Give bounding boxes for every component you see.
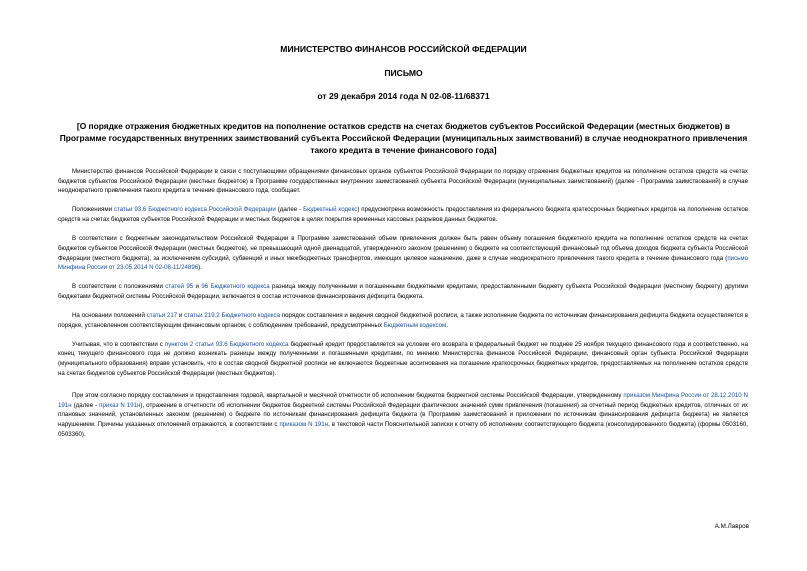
link-order-191n[interactable]: приказ N 191н <box>99 401 141 409</box>
paragraph-text: , в текстовой части Пояснительной записки к отчету об исполнении соответствующего бюджета (консолидированного бюджета) (формы 0503160, 0503360). <box>58 421 748 438</box>
paragraph-text: ) предусмотрена возможность предоставления из федерального бюджета краткосрочных бюджетных кредитов на пополнение остатков средств на счетах бюджетов субъектов Российской Федерации и местных бюджетов в целях покрытия временных кассовых разрывов данных бюджетов. <box>58 206 748 224</box>
paragraph-text: На основании положений <box>72 311 147 319</box>
paragraph-text: и <box>193 283 202 291</box>
paragraph-5 <box>58 311 748 330</box>
paragraph-text: бюджетный кредит предоставляется на условии его возврата в федеральный бюджет не позднее 25 ноября текущего финансового года и соответственно, на конец текущего финансового года не должно возникать разницы между полученными и погашенными кредитами, по мнению Министерства финансов Российской Федерации, финансовый орган субъекта Российской Федерации (муниципального образования) вправе установить, что в состав сводной бюджетной росписи не включаются бюджетные ассигнования на погашение краткосрочных бюджетных кредитов, предоставляемых на пополнение остатков средств на счетах бюджетов субъектов Российской Федерации (местных бюджетов). <box>58 340 748 377</box>
link-budget-code[interactable]: Бюджетный кодекс <box>303 206 358 214</box>
paragraph-text: Учитывая, что в соответствии с <box>72 340 165 348</box>
paragraph-text: В соответствии с положениями <box>72 283 166 291</box>
link-article-219-2-budget-code[interactable]: статьи 219.2 Бюджетного кодекса <box>184 311 281 319</box>
document-date-number: от 29 декабря 2014 года N 02-08-11/68371 <box>317 91 490 101</box>
paragraph-text: Положениями <box>72 206 114 214</box>
document-type: ПИСЬМО <box>384 68 423 78</box>
paragraph-6 <box>58 340 748 379</box>
link-article-96-budget-code[interactable]: 96 Бюджетного кодекса <box>201 283 270 291</box>
paragraph-text: ), отражение в отчетности об исполнении бюджетов бюджетной системы Российской Федерации фактических значений сумм привлечения (погашения) за отчетный период бюджетных кредитов, отличных от их плановых значений, установленных законом (решением) о бюджете по источникам финансирования дефицита бюджета (в Программе заимствований и приложении по источникам финансирования дефицита бюджета) не является нарушением. Причины указанных отклонений отражаются, в соответствии с <box>58 401 748 429</box>
document-body <box>58 167 748 449</box>
paragraph-text: При этом согласно порядку составления и представления годовой, квартальной и месячной отчетности об исполнении бюджетов бюджетной системы Российской Федерации, утвержденному <box>72 391 624 399</box>
paragraph-text: (далее - <box>275 206 304 214</box>
paragraph-7 <box>58 391 748 440</box>
paragraph-text: и <box>177 311 185 319</box>
paragraph-text: разница между полученными и погашенными бюджетными кредитами, предоставленными бюджету субъекта Российской Федерации (местному бюджету) другими бюджетами бюджетной системы Российской Федерации, включается в состав источников финансирования дефицита бюджета. <box>58 283 749 300</box>
paragraph-text: . <box>446 321 448 329</box>
paragraph-3 <box>58 234 748 273</box>
ministry-heading: МИНИСТЕРСТВО ФИНАНСОВ РОССИЙСКОЙ ФЕДЕРАЦИИ <box>280 44 527 54</box>
paragraph-text: ). <box>198 264 202 272</box>
paragraph-text: (далее - <box>71 401 100 409</box>
paragraph-4 <box>58 282 748 301</box>
link-article-95[interactable]: статей 95 <box>165 283 194 291</box>
link-article-93-6-budget-code[interactable]: статьи 93.6 Бюджетного кодекса Российской Федерации <box>113 206 276 214</box>
link-order-191n[interactable]: приказом N 191н <box>279 421 329 429</box>
paragraph-2 <box>58 205 748 224</box>
link-budget-code[interactable]: Бюджетным кодексом <box>383 321 447 329</box>
link-minfin-letter[interactable]: письмо Минфина России от 23.05.2014 N 02-08-11/24896 <box>58 254 748 272</box>
document-title: [О порядке отражения бюджетных кредитов на пополнение остатков средств на счетах бюджетов субъектов Российской Федерации (местных бюджетов) в Программе государственных внутренних заимствований субъекта Российской Федерации (муниципальных заимствований) в случае неоднократного привлечения такого кредита в течение финансового года] <box>59 121 748 155</box>
paragraph-text: Министерство финансов Российской Федерации в связи с поступающими обращениями финансовых органов субъектов Российской Федерации по порядку отражения бюджетных кредитов на пополнение остатков средств на счетах бюджетов субъектов Российской Федерации (местных бюджетов) в Программе государственных внутренних заимствований субъекта Российской Федерации (муниципальных заимствований) (далее - Программа заимствований) в случае неоднократного привлечения такого кредита в течение финансового года, сообщает. <box>58 168 748 195</box>
link-order-minfin-191n[interactable]: приказом Минфина России от 28.12.2010 N 191н <box>58 391 748 409</box>
paragraph-text: В соответствии с бюджетным законодательством Российской Федерации в Программе заимствований объем привлечения должен быть равен объему погашения бюджетного кредита на пополнение остатков средств на счетах бюджетов субъектов Российской Федерации (местных бюджетов), не превышающий одной двенадцатой, утвержденного законом (решением) о бюджете на соответствующий финансовый год объема доходов бюджета субъекта Российской Федерации (местного бюджета), за исключением субсидий, субвенций и иных межбюджетных трансфертов, имеющих целевое назначение, даже в случае неоднократного привлечения такого кредита в течение финансового года ( <box>58 235 748 262</box>
paragraph-text: порядок составления и ведения сводной бюджетной росписи, а также исполнение бюджета по источникам финансирования дефицита бюджета осуществляется в порядке, установленном соответствующим финансовым органом, с соблюдением требований, предусмотренных <box>58 311 749 329</box>
signature: А.М.Лавров <box>714 523 749 530</box>
link-item-2-article-93-6[interactable]: пунктом 2 статьи 93.6 Бюджетного кодекса <box>164 340 289 348</box>
paragraph-1 <box>58 167 748 196</box>
link-article-217[interactable]: статьи 217 <box>146 311 178 319</box>
